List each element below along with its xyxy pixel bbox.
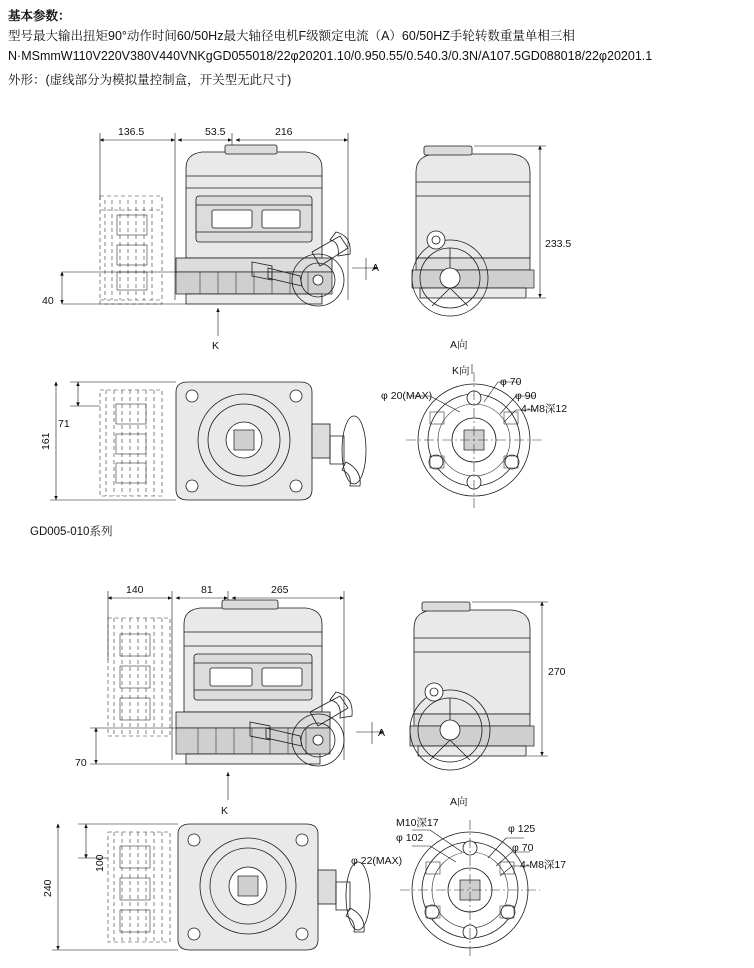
dim-phi90-1: φ 90 — [515, 390, 537, 402]
spec-line-1: 型号最大输出扭矩90°动作时间60/50Hz最大轴径电机F级额定电流（A）60/50HZ手轮转数重量单相三相 — [8, 29, 575, 43]
dim-front-height-2: 100 — [94, 854, 106, 872]
dim-bolt-note-1: 4-M8深12 — [521, 403, 568, 415]
basic-params-label: 基本参数： — [8, 9, 71, 23]
dim-right-height-1: 233.5 — [545, 238, 572, 250]
view-a-dir-label-2: A向 — [450, 796, 468, 808]
view-a-dir-label-1: A向 — [450, 339, 468, 351]
dim-m10-note-2: M10深17 — [396, 817, 439, 829]
diagram2-k-view-flange — [400, 820, 540, 958]
diagram1-k-view-flange — [406, 364, 542, 508]
dim-phi22max-2: φ 22(MAX) — [351, 855, 403, 867]
dim-phi125-2: φ 125 — [508, 823, 536, 835]
dim-top-mid-2: 81 — [201, 584, 213, 596]
dim-right-height-2: 270 — [548, 666, 566, 678]
view-k-dir-label-1: K向 — [452, 365, 470, 377]
dim-top-right-2: 265 — [271, 584, 289, 596]
dim-base-height-2: 70 — [75, 757, 87, 769]
dim-phi20max-1: φ 20(MAX) — [381, 390, 433, 402]
dim-phi70-2: φ 70 — [512, 842, 534, 854]
dim-phi102-2: φ 102 — [396, 832, 424, 844]
outline-note: 外形：(虚线部分为模拟量控制盒，开关型无此尺寸) — [8, 73, 292, 87]
dim-top-right-1: 216 — [275, 126, 293, 138]
series-label-1: GD005-010系列 — [30, 526, 113, 538]
view-k-label-2: K — [221, 805, 229, 817]
dim-side-height-2: 240 — [42, 879, 54, 897]
dim-top-left-1: 136.5 — [118, 126, 145, 138]
diagram1-plan-view — [50, 382, 366, 500]
diagram2-side-view — [410, 602, 548, 770]
spec-line-2: N·MSmmW110V220V380V440VNKgGD055018/22φ20201.10/0.950.55/0.540.3/0.3N/A107.5GD088018/22φ20201.1 — [8, 49, 653, 63]
dim-base-height-1: 40 — [42, 295, 54, 307]
dim-bolt-note-2: 4-M8深17 — [520, 859, 567, 871]
diagram2-plan-view — [52, 824, 370, 950]
dim-top-left-2: 140 — [126, 584, 144, 596]
diagram2-front-view — [90, 591, 384, 800]
dim-top-mid-1: 53.5 — [205, 126, 226, 138]
dim-front-height-1: 71 — [58, 418, 70, 430]
diagram1-side-view — [412, 146, 546, 316]
view-k-label-1: K — [212, 340, 220, 352]
dim-phi70-1: φ 70 — [500, 376, 522, 388]
view-a-label-1: A — [372, 262, 380, 274]
view-a-label-2: A — [378, 727, 386, 739]
dim-side-height-1: 161 — [40, 432, 52, 450]
diagram1-front-view — [62, 133, 378, 336]
